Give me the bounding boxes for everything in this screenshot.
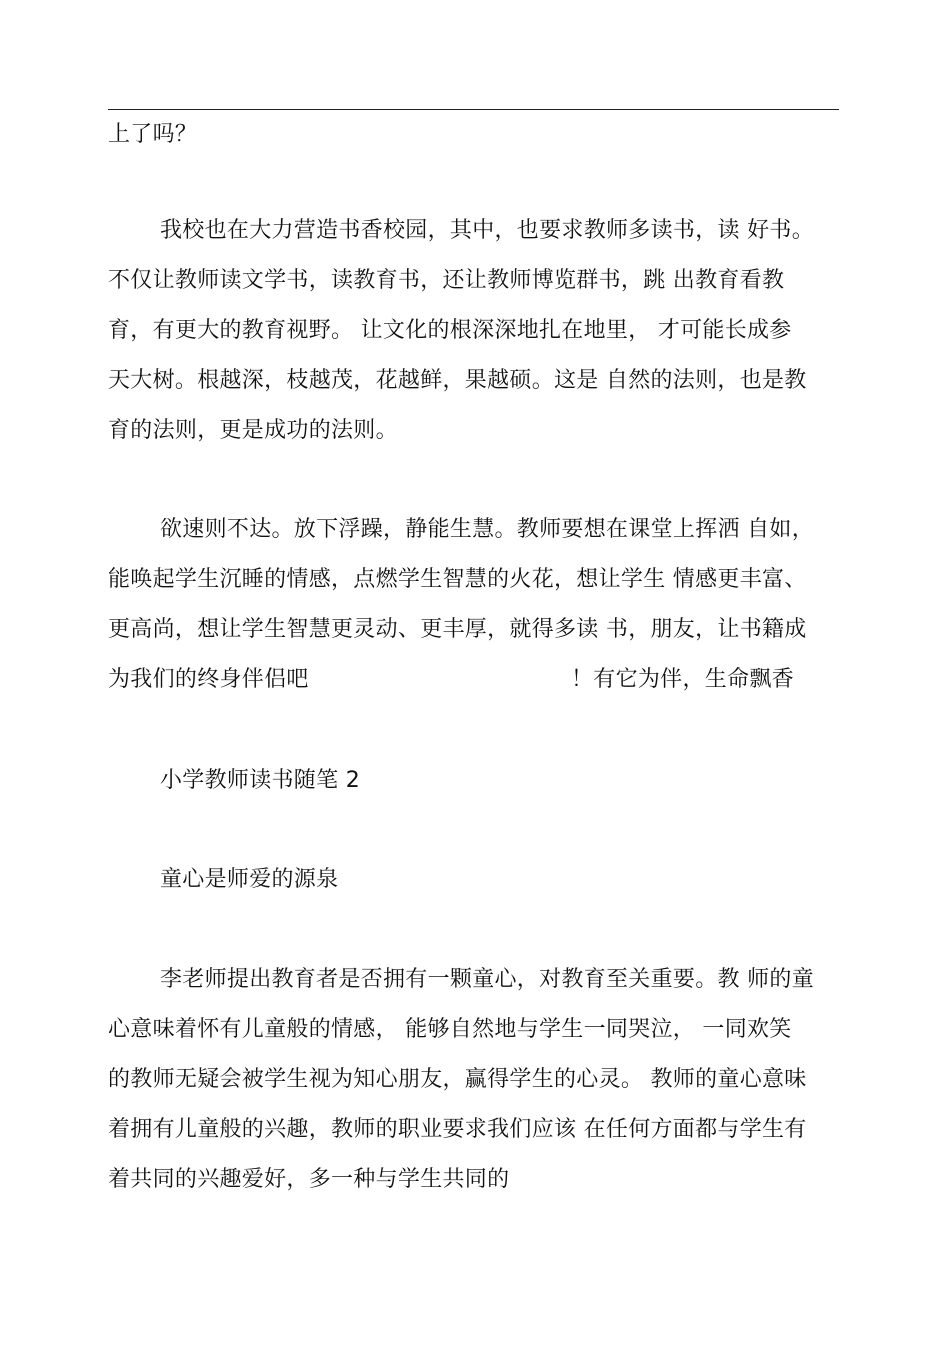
paragraph-line: 的教师无疑会被学生视为知心朋友，赢得学生的心灵。 教师的童心意味 [108, 1067, 807, 1092]
section-title: 小学教师读书随笔 2 [160, 768, 360, 793]
header-rule [108, 109, 839, 110]
paragraph-line [108, 666, 794, 694]
paragraph-line: 更高尚，想让学生智慧更灵动、更丰厚，就得多读 书，朋友，让书籍成 [108, 617, 807, 642]
paragraph-line: 着共同的兴趣爱好，多一种与学生共同的 [108, 1167, 510, 1192]
paragraph-line: 育，有更大的教育视野。 让文化的根深深地扎在地里， 才可能长成参 [108, 318, 792, 343]
continuation-line: 上了吗？ [108, 122, 198, 147]
paragraph-line: 欲速则不达。放下浮躁，静能生慧。教师要想在课堂上挥洒 自如， [160, 517, 814, 542]
paragraph-line: 天大树。根越深，枝越茂，花越鲜，果越硕。这是 自然的法则，也是教 [108, 368, 807, 393]
paragraph-line: 不仅让教师读文学书，读教育书，还让教师博览群书，跳 出教育看教 [108, 268, 785, 293]
paragraph-line: 能唤起学生沉睡的情感，点燃学生智慧的火花，想让学生 情感更丰富、 [108, 567, 807, 592]
section-subtitle: 童心是师爱的源泉 [160, 867, 339, 892]
paragraph-line-left: 为我们的终身伴侣吧 [108, 667, 309, 692]
paragraph-line: 心意味着怀有儿童般的情感， 能够自然地与学生一同哭泣， 一同欢笑 [108, 1017, 792, 1042]
paragraph-line-right: ！有它为伴，生命飘香 [570, 667, 794, 692]
paragraph-line: 李老师提出教育者是否拥有一颗童心，对教育至关重要。教 师的童 [160, 967, 814, 992]
paragraph-line: 着拥有儿童般的兴趣，教师的职业要求我们应该 在任何方面都与学生有 [108, 1117, 807, 1142]
paragraph-line: 育的法则，更是成功的法则。 [108, 418, 398, 443]
paragraph-line: 我校也在大力营造书香校园，其中，也要求教师多读书，读 好书。 [160, 218, 814, 243]
